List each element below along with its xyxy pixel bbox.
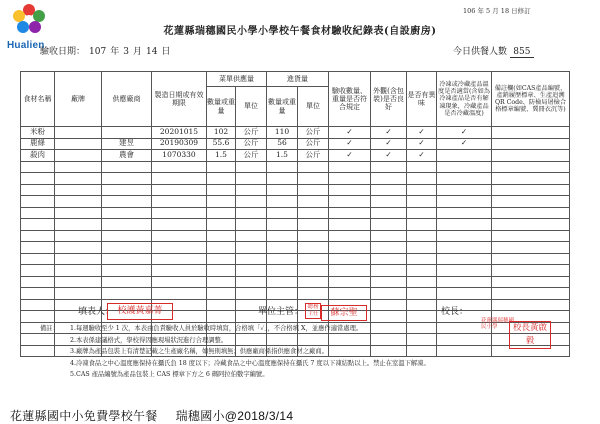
table-cell-empty: [437, 276, 492, 288]
table-cell-empty: [298, 196, 329, 208]
footer: [10, 407, 311, 424]
table-cell-empty: [329, 265, 371, 277]
cell-brand: [55, 127, 102, 139]
table-cell-empty: [55, 276, 102, 288]
table-cell-empty: [371, 253, 407, 265]
table-cell-empty: [21, 230, 55, 242]
table-cell-empty: [437, 242, 492, 254]
table-cell-empty: [371, 207, 407, 219]
table-cell-empty: [152, 230, 207, 242]
table-cell-empty: [102, 161, 152, 173]
table-cell-empty: [152, 276, 207, 288]
table-cell-empty: [407, 161, 437, 173]
table-cell-empty: [152, 265, 207, 277]
table-cell-empty: [267, 276, 298, 288]
notes-lead: 備註：: [40, 325, 59, 332]
table-cell-empty: [55, 265, 102, 277]
principal-stamp-school: 花蓮縣瑞穗國民小學: [481, 318, 515, 330]
col-date: 製造日期或有效期限: [152, 72, 207, 127]
col-check-appearance: 外觀(含包裝)是否良好: [371, 72, 407, 127]
table-cell-empty: [298, 230, 329, 242]
cell-order-unit: 公斤: [236, 138, 267, 150]
table-cell-empty: [207, 230, 236, 242]
col-arrival-qty: 數量或重量: [267, 87, 298, 127]
table-cell-empty: [407, 173, 437, 185]
table-cell-empty: [236, 161, 267, 173]
filler-label: 填表人：: [78, 307, 115, 317]
table-cell-empty: [21, 184, 55, 196]
principal-label: 校長：: [441, 307, 469, 317]
table-cell-empty: [371, 161, 407, 173]
table-cell-empty: [407, 219, 437, 231]
table-cell-empty: [21, 161, 55, 173]
table-cell-empty: [492, 276, 570, 288]
receipt-year: 107: [89, 47, 107, 57]
receipt-year-unit: 年: [110, 47, 120, 57]
table-cell-empty: [298, 242, 329, 254]
table-cell-empty: [407, 276, 437, 288]
table-cell-empty: [236, 196, 267, 208]
table-cell-empty: [329, 161, 371, 173]
col-order-amount: 菜單供應量: [207, 72, 267, 87]
table-cell-empty: [207, 253, 236, 265]
table-cell-empty: [236, 242, 267, 254]
table-cell-empty: [207, 288, 236, 300]
table-row-empty: [21, 288, 570, 300]
table-cell-empty: [492, 173, 570, 185]
table-cell-empty: [207, 196, 236, 208]
table-cell-empty: [371, 242, 407, 254]
receipt-month-unit: 月: [132, 47, 142, 57]
table-cell-empty: [102, 265, 152, 277]
col-order-qty: 數量或重量: [207, 87, 236, 127]
table-cell-empty: [236, 207, 267, 219]
footer-right: 瑞穗國小@2018/3/14: [175, 409, 294, 423]
cell-arrival-unit: 公斤: [298, 138, 329, 150]
note-item: 4.冷凍食品之中心溫度應保持在攝氏負 18 度以下；冷藏食品之中心溫度應保持在攝氏 7 度以下凍結點以上。禁止在室溫下解凍。: [70, 359, 430, 367]
table-cell-empty: [492, 265, 570, 277]
table-cell-empty: [492, 207, 570, 219]
table-cell-empty: [298, 253, 329, 265]
table-cell-empty: [329, 184, 371, 196]
cell-order-unit: 公斤: [236, 150, 267, 162]
col-check-temperature: 冷凍或冷藏產品溫度是否適當(含如為冷凍產品是否有解凍現象，冷藏產品是否冷藏溫度): [437, 72, 492, 127]
table-cell-empty: [102, 230, 152, 242]
cell-date: 20201015: [152, 127, 207, 139]
table-cell-empty: [329, 207, 371, 219]
table-cell-empty: [102, 219, 152, 231]
table-cell-empty: [267, 265, 298, 277]
table-cell-empty: [329, 253, 371, 265]
table-cell-empty: [492, 230, 570, 242]
table-row-empty: [21, 196, 570, 208]
table-cell-empty: [207, 161, 236, 173]
table-cell-empty: [152, 196, 207, 208]
table-cell-empty: [21, 242, 55, 254]
cell-supplier: [102, 127, 152, 139]
table-cell-empty: [207, 219, 236, 231]
col-arrival-unit: 單位: [298, 87, 329, 127]
table-cell-empty: [21, 311, 55, 323]
cell-brand: [55, 150, 102, 162]
note-item: 2.本表係建議格式，學校得因應現場狀況進行合理調整。: [70, 336, 228, 344]
table-cell-empty: [407, 288, 437, 300]
table-cell-empty: [329, 196, 371, 208]
table-cell-empty: [492, 196, 570, 208]
col-item-name: 食材名稱: [21, 72, 55, 127]
table-cell-empty: [267, 242, 298, 254]
table-cell-empty: [298, 265, 329, 277]
table-cell-empty: [21, 219, 55, 231]
table-cell-empty: [236, 288, 267, 300]
cell-check-temperature: ✓: [437, 127, 492, 139]
table-cell-empty: [492, 184, 570, 196]
note-item: 5.CAS 產品編號為產品包裝上 CAS 標章下方之 6 碼阿拉伯數字編號。: [70, 371, 269, 378]
cell-check-odor: ✓: [407, 138, 437, 150]
table-cell-empty: [371, 219, 407, 231]
table-cell-empty: [102, 276, 152, 288]
principal-stamp-name: 校長黃啟毅: [509, 321, 551, 349]
receipt-date: [40, 44, 174, 57]
cell-check-quantity: ✓: [329, 150, 371, 162]
receipt-day: 14: [145, 47, 158, 57]
table-cell-empty: [102, 242, 152, 254]
cell-check-temperature: ✓: [437, 138, 492, 150]
table-cell-empty: [236, 265, 267, 277]
unit-stamp-name: 蘇宗聖: [321, 305, 367, 321]
table-cell-empty: [371, 276, 407, 288]
table-cell-empty: [492, 219, 570, 231]
table-cell-empty: [21, 299, 55, 311]
cell-order-unit: 公斤: [236, 127, 267, 139]
receipt-date-label: 驗收日期：: [40, 47, 86, 57]
notes: [40, 323, 580, 381]
unit-supervisor-stamp: [303, 303, 365, 322]
cell-arrival-unit: 公斤: [298, 150, 329, 162]
table-cell-empty: [267, 184, 298, 196]
table-cell-empty: [298, 161, 329, 173]
table-cell-empty: [102, 288, 152, 300]
filler-stamp: 校護黃嘉菁: [107, 303, 173, 320]
table-cell-empty: [21, 265, 55, 277]
table-cell-empty: [21, 173, 55, 185]
footer-left: 花蓮縣國中小免費學校午餐: [10, 409, 158, 423]
table-cell-empty: [207, 207, 236, 219]
cell-arrival-unit: 公斤: [298, 127, 329, 139]
cell-brand: [55, 138, 102, 150]
table-cell-empty: [55, 253, 102, 265]
table-cell-empty: [298, 288, 329, 300]
table-cell-empty: [55, 288, 102, 300]
table-cell-empty: [55, 184, 102, 196]
col-remarks: 備註欄(如CAS產品編號、產銷履歷標章、生產追溯QR Code、防檢局屠檢合格標章編號、冀冊衣沉等): [492, 72, 570, 127]
table-cell-empty: [152, 161, 207, 173]
table-cell-empty: [267, 230, 298, 242]
col-check-odor: 是否有異味: [407, 72, 437, 127]
page-title: 花蓮縣瑞穗國民小學小學校午餐食材驗收紀錄表(自設廚房): [163, 26, 437, 37]
cell-check-quantity: ✓: [329, 127, 371, 139]
table-cell-empty: [102, 196, 152, 208]
table-cell-empty: [437, 207, 492, 219]
table-cell-empty: [407, 207, 437, 219]
col-order-unit: 單位: [236, 87, 267, 127]
table-cell-empty: [437, 219, 492, 231]
note-item: 3.廠牌為產品包裝上有清楚記載之生產廠名稱，如無則填無；供應廠商係指供應食材之廠商。: [70, 348, 328, 355]
cell-item-name: 殺肉: [21, 150, 55, 162]
unit-supervisor-label: 單位主管：: [258, 307, 304, 317]
table-cell-empty: [236, 230, 267, 242]
table-cell-empty: [407, 230, 437, 242]
table-cell-empty: [492, 299, 570, 311]
cell-check-appearance: ✓: [371, 127, 407, 139]
cell-supplier: 農會: [102, 150, 152, 162]
table-row-empty: [21, 276, 570, 288]
table-cell-empty: [207, 173, 236, 185]
table-cell-empty: [371, 230, 407, 242]
table-row: [21, 127, 570, 139]
table-cell-empty: [371, 311, 407, 323]
cell-remarks: [492, 150, 570, 162]
cell-arrival-qty: 56: [267, 138, 298, 150]
cell-remarks: [492, 127, 570, 139]
table-row: [21, 138, 570, 150]
table-cell-empty: [298, 207, 329, 219]
cell-check-appearance: ✓: [371, 150, 407, 162]
table-cell-empty: [267, 253, 298, 265]
cell-arrival-qty: 1.5: [267, 150, 298, 162]
table-cell-empty: [371, 184, 407, 196]
cell-order-qty: 55.6: [207, 138, 236, 150]
table-cell-empty: [21, 288, 55, 300]
table-cell-empty: [407, 196, 437, 208]
table-row-empty: [21, 161, 570, 173]
cell-date: 20190309: [152, 138, 207, 150]
table-cell-empty: [407, 242, 437, 254]
table-cell-empty: [21, 253, 55, 265]
table-cell-empty: [21, 276, 55, 288]
table-cell-empty: [492, 253, 570, 265]
cell-item-name: 鹿條: [21, 138, 55, 150]
table-cell-empty: [267, 288, 298, 300]
table-cell-empty: [407, 184, 437, 196]
unit-stamp-title: 總務主任: [305, 303, 321, 319]
table-cell-empty: [207, 311, 236, 323]
table-cell-empty: [207, 242, 236, 254]
table-cell-empty: [267, 161, 298, 173]
table-cell-empty: [371, 265, 407, 277]
table-cell-empty: [298, 173, 329, 185]
table-cell-empty: [407, 311, 437, 323]
meal-headcount: [453, 44, 534, 58]
table-cell-empty: [329, 288, 371, 300]
table-cell-empty: [55, 173, 102, 185]
cell-remarks: [492, 138, 570, 150]
table-cell-empty: [236, 173, 267, 185]
table-cell-empty: [492, 161, 570, 173]
col-supplier: 供應廠商: [102, 72, 152, 127]
table-cell-empty: [329, 230, 371, 242]
table-cell-empty: [55, 219, 102, 231]
table-row-empty: [21, 230, 570, 242]
headcount-value: 855: [510, 47, 534, 58]
table-cell-empty: [437, 288, 492, 300]
table-cell-empty: [102, 253, 152, 265]
cell-item-name: 米粉: [21, 127, 55, 139]
table-cell-empty: [152, 184, 207, 196]
table-cell-empty: [298, 219, 329, 231]
table-cell-empty: [21, 196, 55, 208]
table-cell-empty: [407, 265, 437, 277]
table-cell-empty: [407, 253, 437, 265]
table-cell-empty: [437, 230, 492, 242]
table-cell-empty: [152, 219, 207, 231]
table-cell-empty: [152, 288, 207, 300]
table-cell-empty: [55, 161, 102, 173]
table-cell-empty: [492, 242, 570, 254]
cell-order-qty: 102: [207, 127, 236, 139]
table-cell-empty: [437, 184, 492, 196]
table-cell-empty: [371, 288, 407, 300]
table-row-empty: [21, 265, 570, 277]
table-cell-empty: [55, 207, 102, 219]
cell-arrival-qty: 110: [267, 127, 298, 139]
table-row-empty: [21, 173, 570, 185]
table-cell-empty: [437, 161, 492, 173]
logo-text: Hualien: [7, 40, 45, 51]
cell-check-temperature: [437, 150, 492, 162]
table-cell-empty: [152, 242, 207, 254]
table-cell-empty: [267, 219, 298, 231]
cell-check-appearance: ✓: [371, 138, 407, 150]
table-cell-empty: [329, 219, 371, 231]
col-check-quantity: 驗收數量、重量是否符合規定: [329, 72, 371, 127]
headcount-label: 今日供餐人數: [453, 47, 508, 57]
table-cell-empty: [102, 207, 152, 219]
table-cell-empty: [236, 184, 267, 196]
col-arrival-amount: 進貨量: [267, 72, 329, 87]
table-cell-empty: [207, 299, 236, 311]
table-cell-empty: [267, 173, 298, 185]
table-cell-empty: [236, 276, 267, 288]
col-brand: 廠牌: [55, 72, 102, 127]
table-cell-empty: [207, 184, 236, 196]
table-cell-empty: [207, 265, 236, 277]
table-cell-empty: [371, 173, 407, 185]
table-row-empty: [21, 207, 570, 219]
revision-date: 106 年 5 月 18 日修訂: [463, 7, 531, 15]
table-cell-empty: [236, 253, 267, 265]
table-cell-empty: [329, 173, 371, 185]
table-cell-empty: [437, 253, 492, 265]
table-cell-empty: [207, 276, 236, 288]
table-row-empty: [21, 242, 570, 254]
table-cell-empty: [437, 265, 492, 277]
table-row-empty: [21, 219, 570, 231]
table-cell-empty: [236, 219, 267, 231]
table-cell-empty: [152, 173, 207, 185]
table-cell-empty: [152, 253, 207, 265]
table-row-empty: [21, 184, 570, 196]
table-cell-empty: [55, 242, 102, 254]
table-cell-empty: [329, 276, 371, 288]
table-cell-empty: [55, 230, 102, 242]
receipt-day-unit: 日: [161, 47, 171, 57]
cell-order-qty: 1.5: [207, 150, 236, 162]
receipt-month: 3: [123, 47, 129, 57]
table-cell-empty: [492, 288, 570, 300]
table-cell-empty: [55, 196, 102, 208]
note-item: 1.每週驗收至少 1 次，本表由負責驗收人員於驗收時填寫，合格填「✓」，不合格填 X，並應作適當處理。: [70, 325, 363, 332]
table-cell-empty: [152, 207, 207, 219]
table-cell-empty: [298, 276, 329, 288]
cell-check-odor: ✓: [407, 127, 437, 139]
table-cell-empty: [298, 184, 329, 196]
cell-check-odor: ✓: [407, 150, 437, 162]
table-row: [21, 150, 570, 162]
table-cell-empty: [102, 173, 152, 185]
table-cell-empty: [407, 299, 437, 311]
table-cell-empty: [437, 196, 492, 208]
table-cell-empty: [267, 207, 298, 219]
table-cell-empty: [21, 207, 55, 219]
table-cell-empty: [267, 196, 298, 208]
cell-check-quantity: ✓: [329, 138, 371, 150]
table-cell-empty: [371, 196, 407, 208]
cell-supplier: 建昱: [102, 138, 152, 150]
table-cell-empty: [102, 184, 152, 196]
table-cell-empty: [437, 173, 492, 185]
cell-date: 1070330: [152, 150, 207, 162]
table-row-empty: [21, 253, 570, 265]
table-cell-empty: [329, 242, 371, 254]
table-cell-empty: [371, 299, 407, 311]
